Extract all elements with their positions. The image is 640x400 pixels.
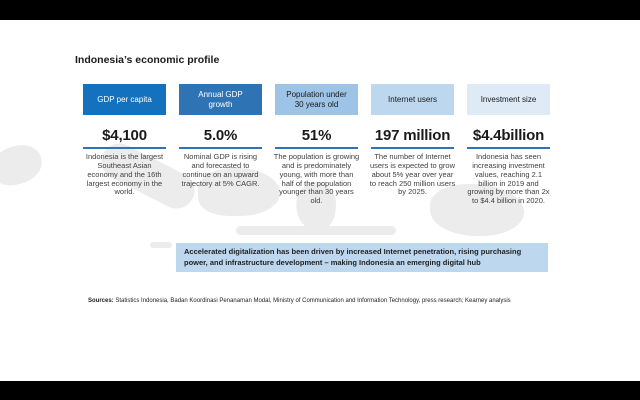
value-underline bbox=[179, 147, 262, 149]
metric-description: Indonesia is the largest Southeast Asian economy and the 16th largest economy in the world. bbox=[85, 152, 164, 197]
sources-text: Statistics Indonesia, Badan Koordinasi Penanaman Modal, Ministry of Communication and Information Technology, press research; Kearney analysis bbox=[113, 298, 511, 304]
map-watermark-blob bbox=[236, 226, 396, 235]
value-underline bbox=[83, 147, 166, 149]
map-watermark-blob bbox=[150, 242, 172, 248]
metric-value: 51% bbox=[301, 127, 332, 144]
value-underline bbox=[371, 147, 454, 149]
metric-description: Indonesia has seen increasing investment values, reaching 2.1 billion in 2019 and growing by more than 2x to $4.4 billion in 2020. bbox=[467, 152, 550, 206]
metric-column-gdp-per-capita bbox=[83, 84, 166, 206]
map-watermark-blob bbox=[0, 141, 46, 190]
sources-label: Sources: bbox=[88, 298, 114, 304]
digitalization-banner: Accelerated digitalization has been driven by increased Internet penetration, rising purchasing power, and infrastructure development – making Indonesia an emerging digital hub bbox=[176, 243, 548, 272]
metric-description: Nominal GDP is rising and forecasted to continue on an upward trajectory at 5% CAGR. bbox=[181, 152, 260, 188]
metric-header: GDP per capita bbox=[83, 84, 166, 115]
metric-description: The number of Internet users is expected to grow about 5% year over year to reach 250 million users by 2025. bbox=[369, 152, 456, 197]
metric-header: Population under 30 years old bbox=[275, 84, 358, 115]
letterbox-bottom bbox=[0, 381, 640, 400]
metric-column-gdp-growth bbox=[179, 84, 262, 206]
sources-line bbox=[88, 298, 511, 304]
metric-header: Internet users bbox=[371, 84, 454, 115]
letterbox-top bbox=[0, 0, 640, 20]
metric-value: 197 million bbox=[374, 127, 451, 144]
metric-value: $4.4billion bbox=[472, 127, 545, 144]
metric-description: The population is growing and is predominately young, with more than half of the population younger than 30 years old. bbox=[273, 152, 360, 206]
value-underline bbox=[275, 147, 358, 149]
slide bbox=[0, 20, 640, 381]
metric-header: Investment size bbox=[467, 84, 550, 115]
metric-value: $4,100 bbox=[102, 127, 147, 144]
metric-column-investment-size bbox=[467, 84, 550, 206]
metric-column-internet-users bbox=[371, 84, 454, 206]
metric-value: 5.0% bbox=[203, 127, 238, 144]
value-underline bbox=[467, 147, 550, 149]
metric-column-population-under-30 bbox=[275, 84, 358, 206]
slide-title: Indonesia’s economic profile bbox=[75, 54, 220, 66]
metric-columns bbox=[83, 84, 550, 206]
metric-header: Annual GDP growth bbox=[179, 84, 262, 115]
